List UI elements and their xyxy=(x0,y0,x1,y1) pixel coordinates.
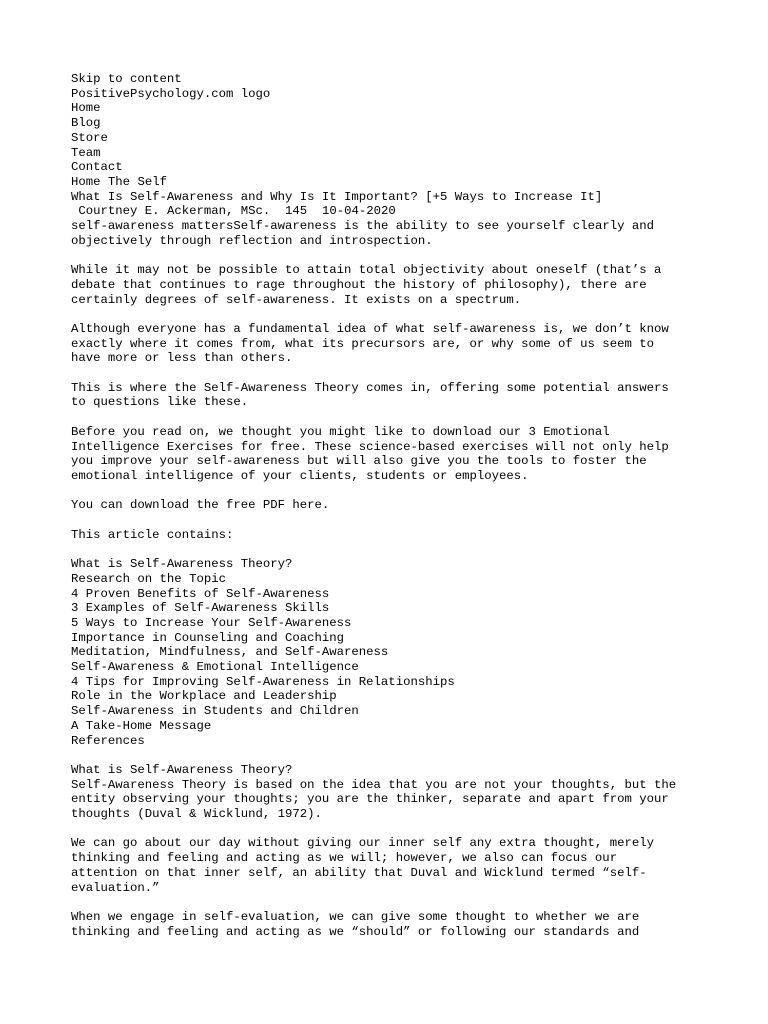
toc-item[interactable]: What is Self-Awareness Theory? xyxy=(71,557,293,572)
breadcrumb-category[interactable]: The Self xyxy=(107,174,167,189)
paragraph: Although everyone has a fundamental idea of what self-awareness is, we don’t know exactly where it comes from, what its precursors are, or why some of us seem to have more or less than others. xyxy=(71,321,669,366)
toc-item[interactable]: Role in the Workplace and Leadership xyxy=(71,689,337,704)
toc-item[interactable]: Self-Awareness in Students and Children xyxy=(71,704,359,719)
toc-item[interactable]: Meditation, Mindfulness, and Self-Awareness xyxy=(71,645,389,660)
toc-item[interactable]: 4 Proven Benefits of Self-Awareness xyxy=(71,586,330,601)
nav-item-blog[interactable]: Blog xyxy=(71,116,101,131)
download-pdf-link[interactable]: You can download the free PDF here. xyxy=(71,498,330,513)
nav-item-store[interactable]: Store xyxy=(71,130,108,145)
main-nav xyxy=(71,101,711,175)
toc-item[interactable]: 3 Examples of Self-Awareness Skills xyxy=(71,601,330,616)
toc-item[interactable]: Research on the Topic xyxy=(71,571,226,586)
skip-to-content-link[interactable]: Skip to content xyxy=(71,72,182,86)
paragraph: While it may not be possible to attain total objectivity about oneself (that’s a debate that continues to rage throughout the history of philosophy), there are certainly degrees of self-awareness. It exists on a spectrum. xyxy=(71,263,662,307)
toc-item[interactable]: Self-Awareness & Emotional Intelligence xyxy=(71,660,359,675)
article-meta xyxy=(71,204,711,219)
site-logo[interactable]: PositivePsychology.com logo xyxy=(71,86,271,101)
paragraph: Before you read on, we thought you might like to download our 3 Emotional Intelligence Exercises for free. These science-based exercises will not only help you improve your self-awareness but will also give you the tools to foster the emotional intelligence of your clients, students or employees. xyxy=(71,424,669,483)
intro-paragraph: self-awareness mattersSelf-awareness is the ability to see yourself clearly and objectively through reflection and introspection. xyxy=(71,219,654,248)
page-content xyxy=(71,72,711,939)
nav-item-home[interactable]: Home xyxy=(71,101,101,116)
toc-item[interactable]: 4 Tips for Improving Self-Awareness in Relationships xyxy=(71,674,455,689)
paragraph: Self-Awareness Theory is based on the idea that you are not your thoughts, but the entity observing your thoughts; you are the thinker, separate and apart from your thoughts (Duval & Wicklund, 1972). xyxy=(71,777,677,822)
comment-count[interactable]: 145 xyxy=(285,204,308,219)
toc-item[interactable]: A Take-Home Message xyxy=(71,718,212,733)
paragraph: This is where the Self-Awareness Theory comes in, offering some potential answers to questions like these. xyxy=(71,380,669,410)
paragraph: We can go about our day without giving our inner self any extra thought, merely thinking and feeling and acting as we will; however, we also can focus our attention on that inner self, an ability that Duval and Wicklund termed “self- evaluation.” xyxy=(71,836,654,895)
publish-date: 10-04-2020 xyxy=(321,204,396,219)
table-of-contents xyxy=(71,557,711,748)
breadcrumb-home[interactable]: Home xyxy=(71,174,101,189)
nav-item-contact[interactable]: Contact xyxy=(71,160,123,175)
toc-item[interactable]: References xyxy=(71,733,145,748)
toc-item[interactable]: 5 Ways to Increase Your Self-Awareness xyxy=(71,615,352,630)
author-name[interactable]: Courtney E. Ackerman, MSc. xyxy=(78,204,271,219)
article-title: What Is Self-Awareness and Why Is It Important? [+5 Ways to Increase It] xyxy=(71,189,603,204)
paragraph: When we engage in self-evaluation, we can give some thought to whether we are thinking and feeling and acting as we “should” or following our standards and xyxy=(71,909,640,939)
breadcrumb xyxy=(71,175,711,190)
toc-item[interactable]: Importance in Counseling and Coaching xyxy=(71,630,345,645)
nav-item-team[interactable]: Team xyxy=(71,145,101,160)
toc-heading: This article contains: xyxy=(71,527,234,542)
section-heading: What is Self-Awareness Theory? xyxy=(71,762,293,777)
hero-image-alt: self-awareness matters xyxy=(71,219,234,234)
